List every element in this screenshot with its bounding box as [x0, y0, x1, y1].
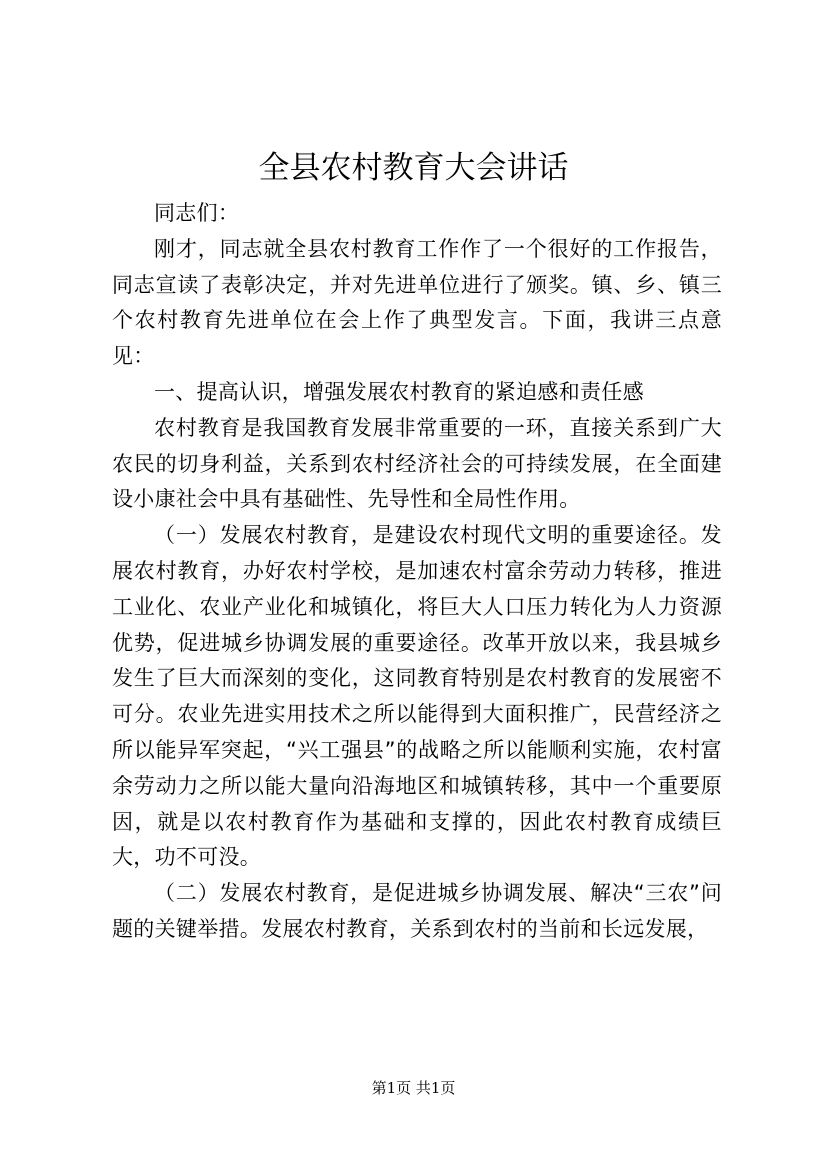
paragraph-section-1: 农村教育是我国教育发展非常重要的一环，直接关系到广大农民的切身利益，关系到农村经济社会的可持续发展，在全面建设小康社会中具有基础性、先导性和全局性作用。 — [112, 415, 722, 512]
paragraph-greeting: 同志们： — [154, 201, 240, 225]
page-number-footer: 第1页 共1页 — [371, 1079, 456, 1097]
paragraph-intro: 刚才，同志就全县农村教育工作作了一个很好的工作报告，同志宣读了表彰决定，并对先进单位进行了颁奖。镇、乡、镇三个农村教育先进单位在会上作了典型发言。下面，我讲三点意见： — [112, 236, 722, 369]
document-body — [112, 196, 722, 948]
paragraph-point-1: （一）发展农村教育，是建设农村现代文明的重要途径。发展农村教育，办好农村学校，是加速农村富余劳动力转移，推进工业化、农业产业化和城镇化，将巨大人口压力转化为人力资源优势，促进城乡协调发展的重要途径。改革开放以来，我县城乡发生了巨大而深刻的变化，这同教育特别是农村教育的发展密不可分。农业先进实用技术之所以能得到大面积推广，民营经济之所以能异军突起，“兴工强县”的战略之所以能顺利实施，农村富余劳动力之所以能大量向沿海地区和城镇转移，其中一个重要原因，就是以农村教育作为基础和支撑的，因此农村教育成绩巨大，功不可没。 — [112, 523, 722, 870]
paragraph-point-2: （二）发展农村教育，是促进城乡协调发展、解决“三农”问题的关键举措。发展农村教育，关系到农村的当前和长远发展， — [112, 881, 722, 941]
section-heading-1: 一、提高认识，增强发展农村教育的紧迫感和责任感 — [154, 379, 644, 404]
document-title: 全县农村教育大会讲话 — [258, 150, 569, 186]
